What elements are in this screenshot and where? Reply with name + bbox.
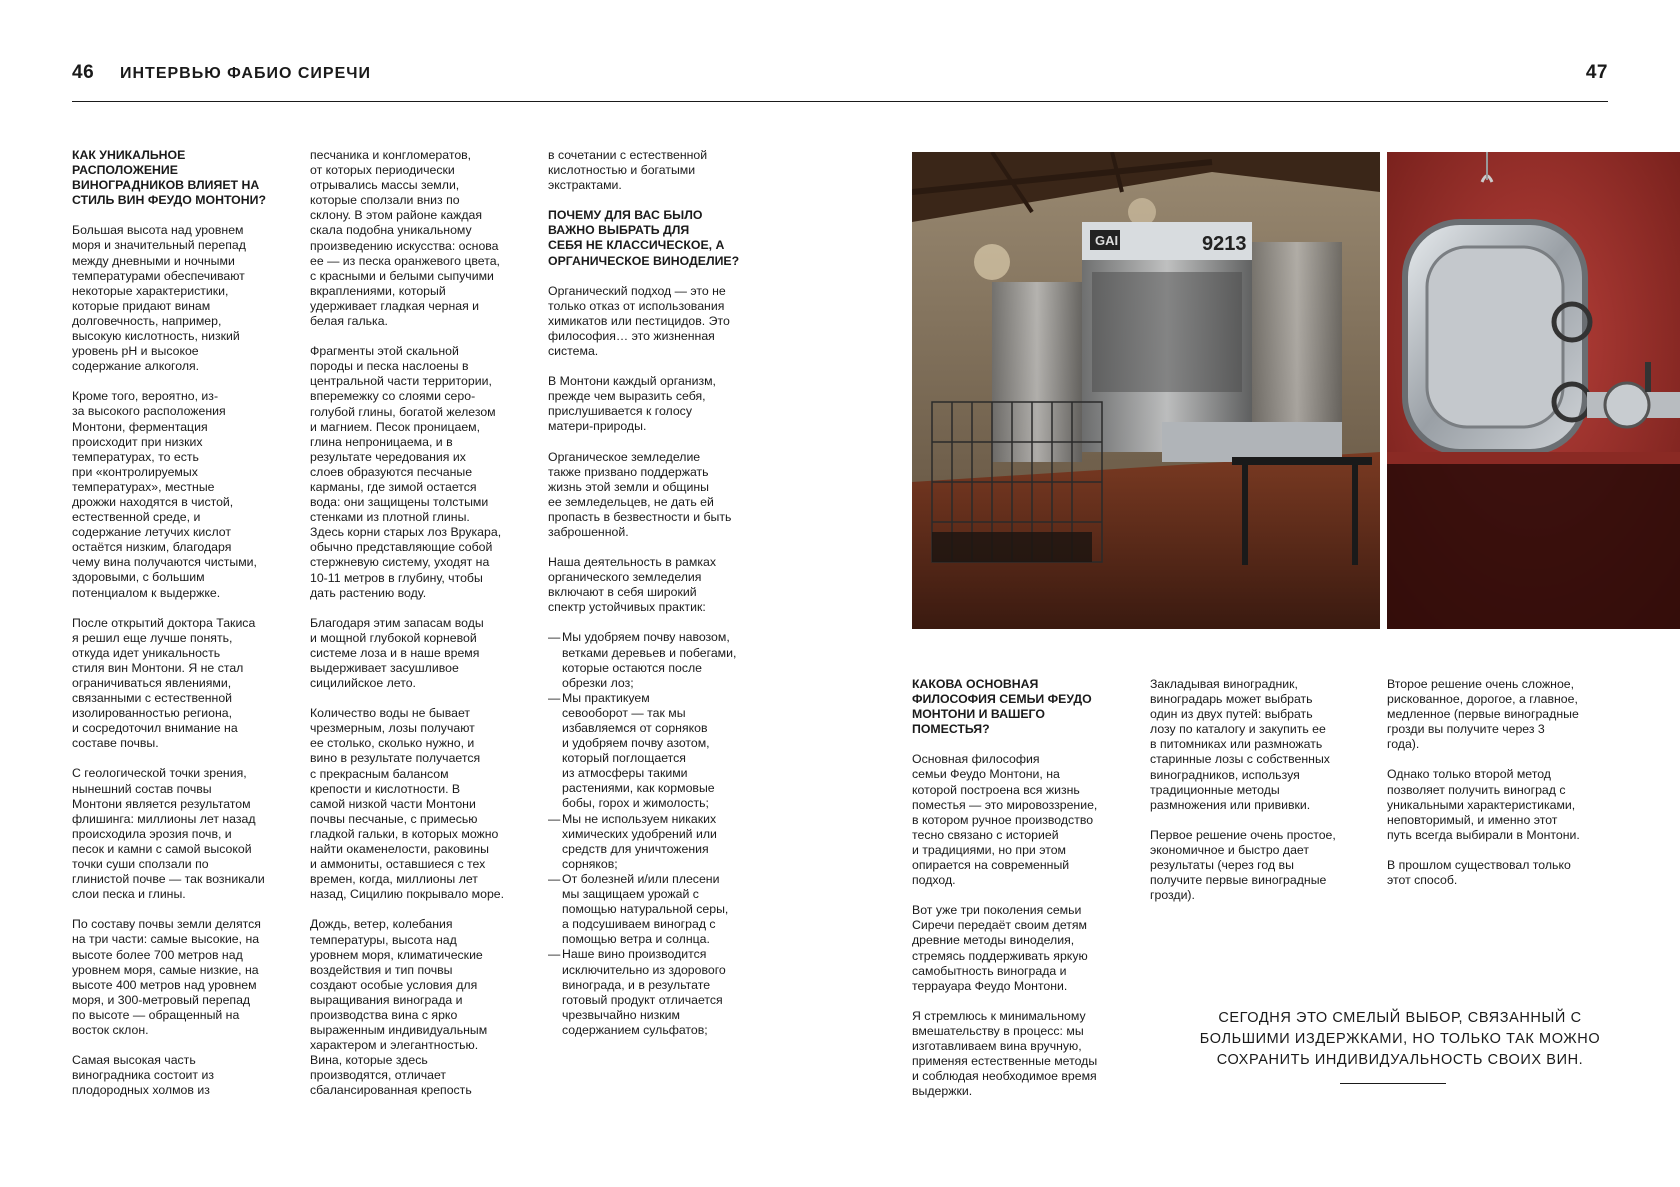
paragraph: Закладывая виноградник, виноградарь может выбрать один из двух путей: выбрать лозу по каталогу и закупить ее в питомниках или размножать старинные лозы с собственных виноградников, используя традиционные методы размножения или прививки.: [1150, 677, 1330, 812]
text-column-4: [912, 677, 1134, 1114]
steel-tank-hatch-photo: [1387, 152, 1680, 629]
left-page-number: 46: [72, 62, 95, 83]
question-heading-2: ПОЧЕМУ ДЛЯ ВАС БЫЛО ВАЖНО ВЫБРАТЬ ДЛЯ СЕБЯ НЕ КЛАССИЧЕСКОЕ, А ОРГАНИЧЕСКОЕ ВИНОДЕЛИЕ?: [548, 208, 740, 268]
text-column-6: [1387, 677, 1609, 903]
list-item: — Наше вино производится исключительно из здорового винограда, и в результате готовый продукт отличается чрезвычайно низким содержанием сульфатов;: [548, 947, 770, 1038]
list-item: — Мы удобряем почву навозом, ветками деревьев и побегами, которые остаются после обрезки лоз;: [548, 630, 770, 690]
list-item: — От болезней и/или плесени мы защищаем урожай с помощью натуральной серы, а подсушиваем виноград с помощью ветра и солнца.: [548, 872, 770, 947]
paragraph: песчаника и конгломератов, от которых периодически отрывались массы земли, которые сползали вниз по склону. В этом районе каждая скала подобна уникальному произведению искусства: основа ее — из песка оранжевого цвета, с красными и белыми сыпучими вкраплениями, который удерживает гладкая черная и белая галька.: [310, 148, 500, 329]
list-item: — Мы практикуем севооборот — так мы избавляемся от сорняков и удобряем почву азотом, который поглощается из атмосферы такими растениями, как кормовые бобы, горох и жимолость;: [548, 691, 770, 812]
paragraph: В Монтони каждый организм, прежде чем выразить себя, прислушивается к голосу матери-природы.: [548, 374, 716, 434]
paragraph: В прошлом существовал только этот способ.: [1387, 857, 1571, 888]
paragraph: в сочетании с естественной кислотностью и богатыми экстрактами.: [548, 148, 708, 193]
paragraph: По составу почвы земли делятся на три части: самые высокие, на высоте более 700 метров над уровнем моря, самые низкие, на высоте 400 метров над уровнем моря, и 300-метровый перепад по высоте — обращенный на восток склон.: [72, 917, 261, 1037]
right-page-number: 47: [1585, 62, 1608, 83]
machine-number-label: 9213: [1202, 233, 1247, 255]
paragraph: Я стремлюсь к минимальному вмешательству в процесс: мы изготавливаем вина вручную, применяя естественные методы и соблюдая необходимое время выдержки.: [912, 1008, 1098, 1099]
paragraph: Однако только второй метод позволяет получить виноград с уникальными характеристиками, неповторимый, и именно этот путь всегда выбирали в Монтони.: [1387, 767, 1580, 842]
text-column-3: [548, 148, 770, 1038]
practices-list: [548, 630, 770, 1038]
text-column-1: [72, 148, 294, 1113]
question-heading-1: КАК УНИКАЛЬНОЕ РАСПОЛОЖЕНИЕ ВИНОГРАДНИКОВ ВЛИЯЕТ НА СТИЛЬ ВИН ФЕУДО МОНТОНИ?: [72, 148, 266, 208]
pull-quote-rule: [1340, 1083, 1446, 1084]
paragraph: Количество воды не бывает чрезмерным, лозы получают ее столько, сколько нужно, и вино в результате получается с прекрасным балансом крепости и кислотности. В самой низкой части Монтони почвы песчаные, с примесью гладкой гальки, в которых можно найти окаменелости, раковины и аммониты, оставшиеся с тех времен, когда, миллионы лет назад, Сицилию покрывало море.: [310, 706, 505, 902]
page-title: ИНТЕРВЬЮ ФАБИО СИРЕЧИ: [120, 65, 372, 82]
pull-quote: СЕГОДНЯ ЭТО СМЕЛЫЙ ВЫБОР, СВЯЗАННЫЙ С БОЛЬШИМИ ИЗДЕРЖКАМИ, НО ТОЛЬКО ТАК МОЖНО СОХРАНИТЬ ИНДИВИДУАЛЬНОСТЬ СВОИХ ВИН.: [1199, 1010, 1601, 1068]
machine-brand-label: GAI: [1095, 233, 1119, 248]
text-column-2: [310, 148, 532, 1114]
paragraph: Органический подход — это не только отказ от использования химикатов или пестицидов. Это философия… это жизненная система.: [548, 283, 730, 359]
paragraph: Вот уже три поколения семьи Сиречи передаёт своим детям древние методы виноделия, стремясь поддерживать яркую самобытность винограда и террауара Феудо Монтони.: [912, 903, 1088, 993]
paragraph: Дождь, ветер, колебания температуры, высота над уровнем моря, климатические воздействия и тип почвы создают особые условия для выращивания винограда и производства вина с ярко выраженным индивидуальным характером и элегантностью. Вина, которые здесь производятся, отличает сбалансированная крепость: [310, 917, 488, 1098]
paragraph: Первое решение очень простое, экономичное и быстро дает результаты (через год вы получите первые виноградные грозди).: [1150, 827, 1336, 903]
paragraph: Самая высокая часть виноградника состоит из плодородных холмов из: [72, 1053, 214, 1098]
text-column-5: [1150, 677, 1372, 918]
paragraph: Органическое земледелие также призвано поддержать жизнь этой земли и общины ее земледельцев, не дать ей пропасть в безвестности и быть заброшенной.: [548, 449, 732, 539]
paragraph: С геологической точки зрения, нынешний состав почвы Монтони является результатом флишинга: миллионы лет назад происходила эрозия почв, и песок и камни с самой высокой точки суши сползали по глинистой почве — так возникали слои песка и глины.: [72, 766, 265, 902]
paragraph: Фрагменты этой скальной породы и песка наслоены в центральной части территории, вперемежку со слоями серо- голубой глины, богатой железом и магнием. Песок проницаем, глина непроницаема, и в результате чередования их слоев образуются песчаные карманы, где зимой остается вода: они защищены толстыми стенками из плотной глины. Здесь корни старых лоз Врукара, обычно представляющие собой стержневую систему, уходят на 10-11 метров в глубину, чтобы дать растению воду.: [310, 344, 502, 600]
question-heading-3: КАКОВА ОСНОВНАЯ ФИЛОСОФИЯ СЕМЬИ ФЕУДО МОНТОНИ И ВАШЕГО ПОМЕСТЬЯ?: [912, 677, 1092, 737]
paragraph: Благодаря этим запасам воды и мощной глубокой корневой системе лоза и в наше время выдерживает засушливое сицилийское лето.: [310, 615, 484, 691]
paragraph: Основная философия семьи Феудо Монтони, на которой построена вся жизнь поместья — это мировоззрение, в котором ручное производство тесно связано с историей и традициями, но при этом опирается на современный подход.: [912, 752, 1098, 888]
paragraph: Кроме того, вероятно, из- за высокого расположения Монтони, ферментация происходит при низких температурах, то есть при «контролируемых температурах», местные дрожжи находятся в чистой, естественной среде, и содержание летучих кислот остаётся низким, благодаря чему вина получаются чистыми, здоровыми, с большим потенциалом к выдержке.: [72, 389, 257, 600]
header-rule: [72, 101, 1608, 102]
paragraph: После открытий доктора Такиса я решил еще лучше понять, откуда идет уникальность стиля вин Монтони. Я не стал ограничиваться явлениями, связанными с естественной изолированностью региона, и сосредоточил внимание на составе почвы.: [72, 615, 256, 751]
winery-interior-photo: [912, 152, 1380, 629]
paragraph: Второе решение очень сложное, рискованное, дорогое, а главное, медленное (первые виноградные грозди вы получите через 3 года).: [1387, 677, 1579, 752]
paragraph: Большая высота над уровнем моря и значительный перепад между дневными и ночными температурами обеспечивают некоторые характеристики, которые придают винам долговечность, например, высокую кислотность, низкий уровень pH и высокое содержание алкоголя.: [72, 223, 246, 374]
list-item: — Мы не используем никаких химических удобрений или средств для уничтожения сорняков;: [548, 812, 770, 872]
paragraph: Наша деятельность в рамках органического земледелия включают в себя широкий спектр устойчивых практик:: [548, 555, 716, 615]
